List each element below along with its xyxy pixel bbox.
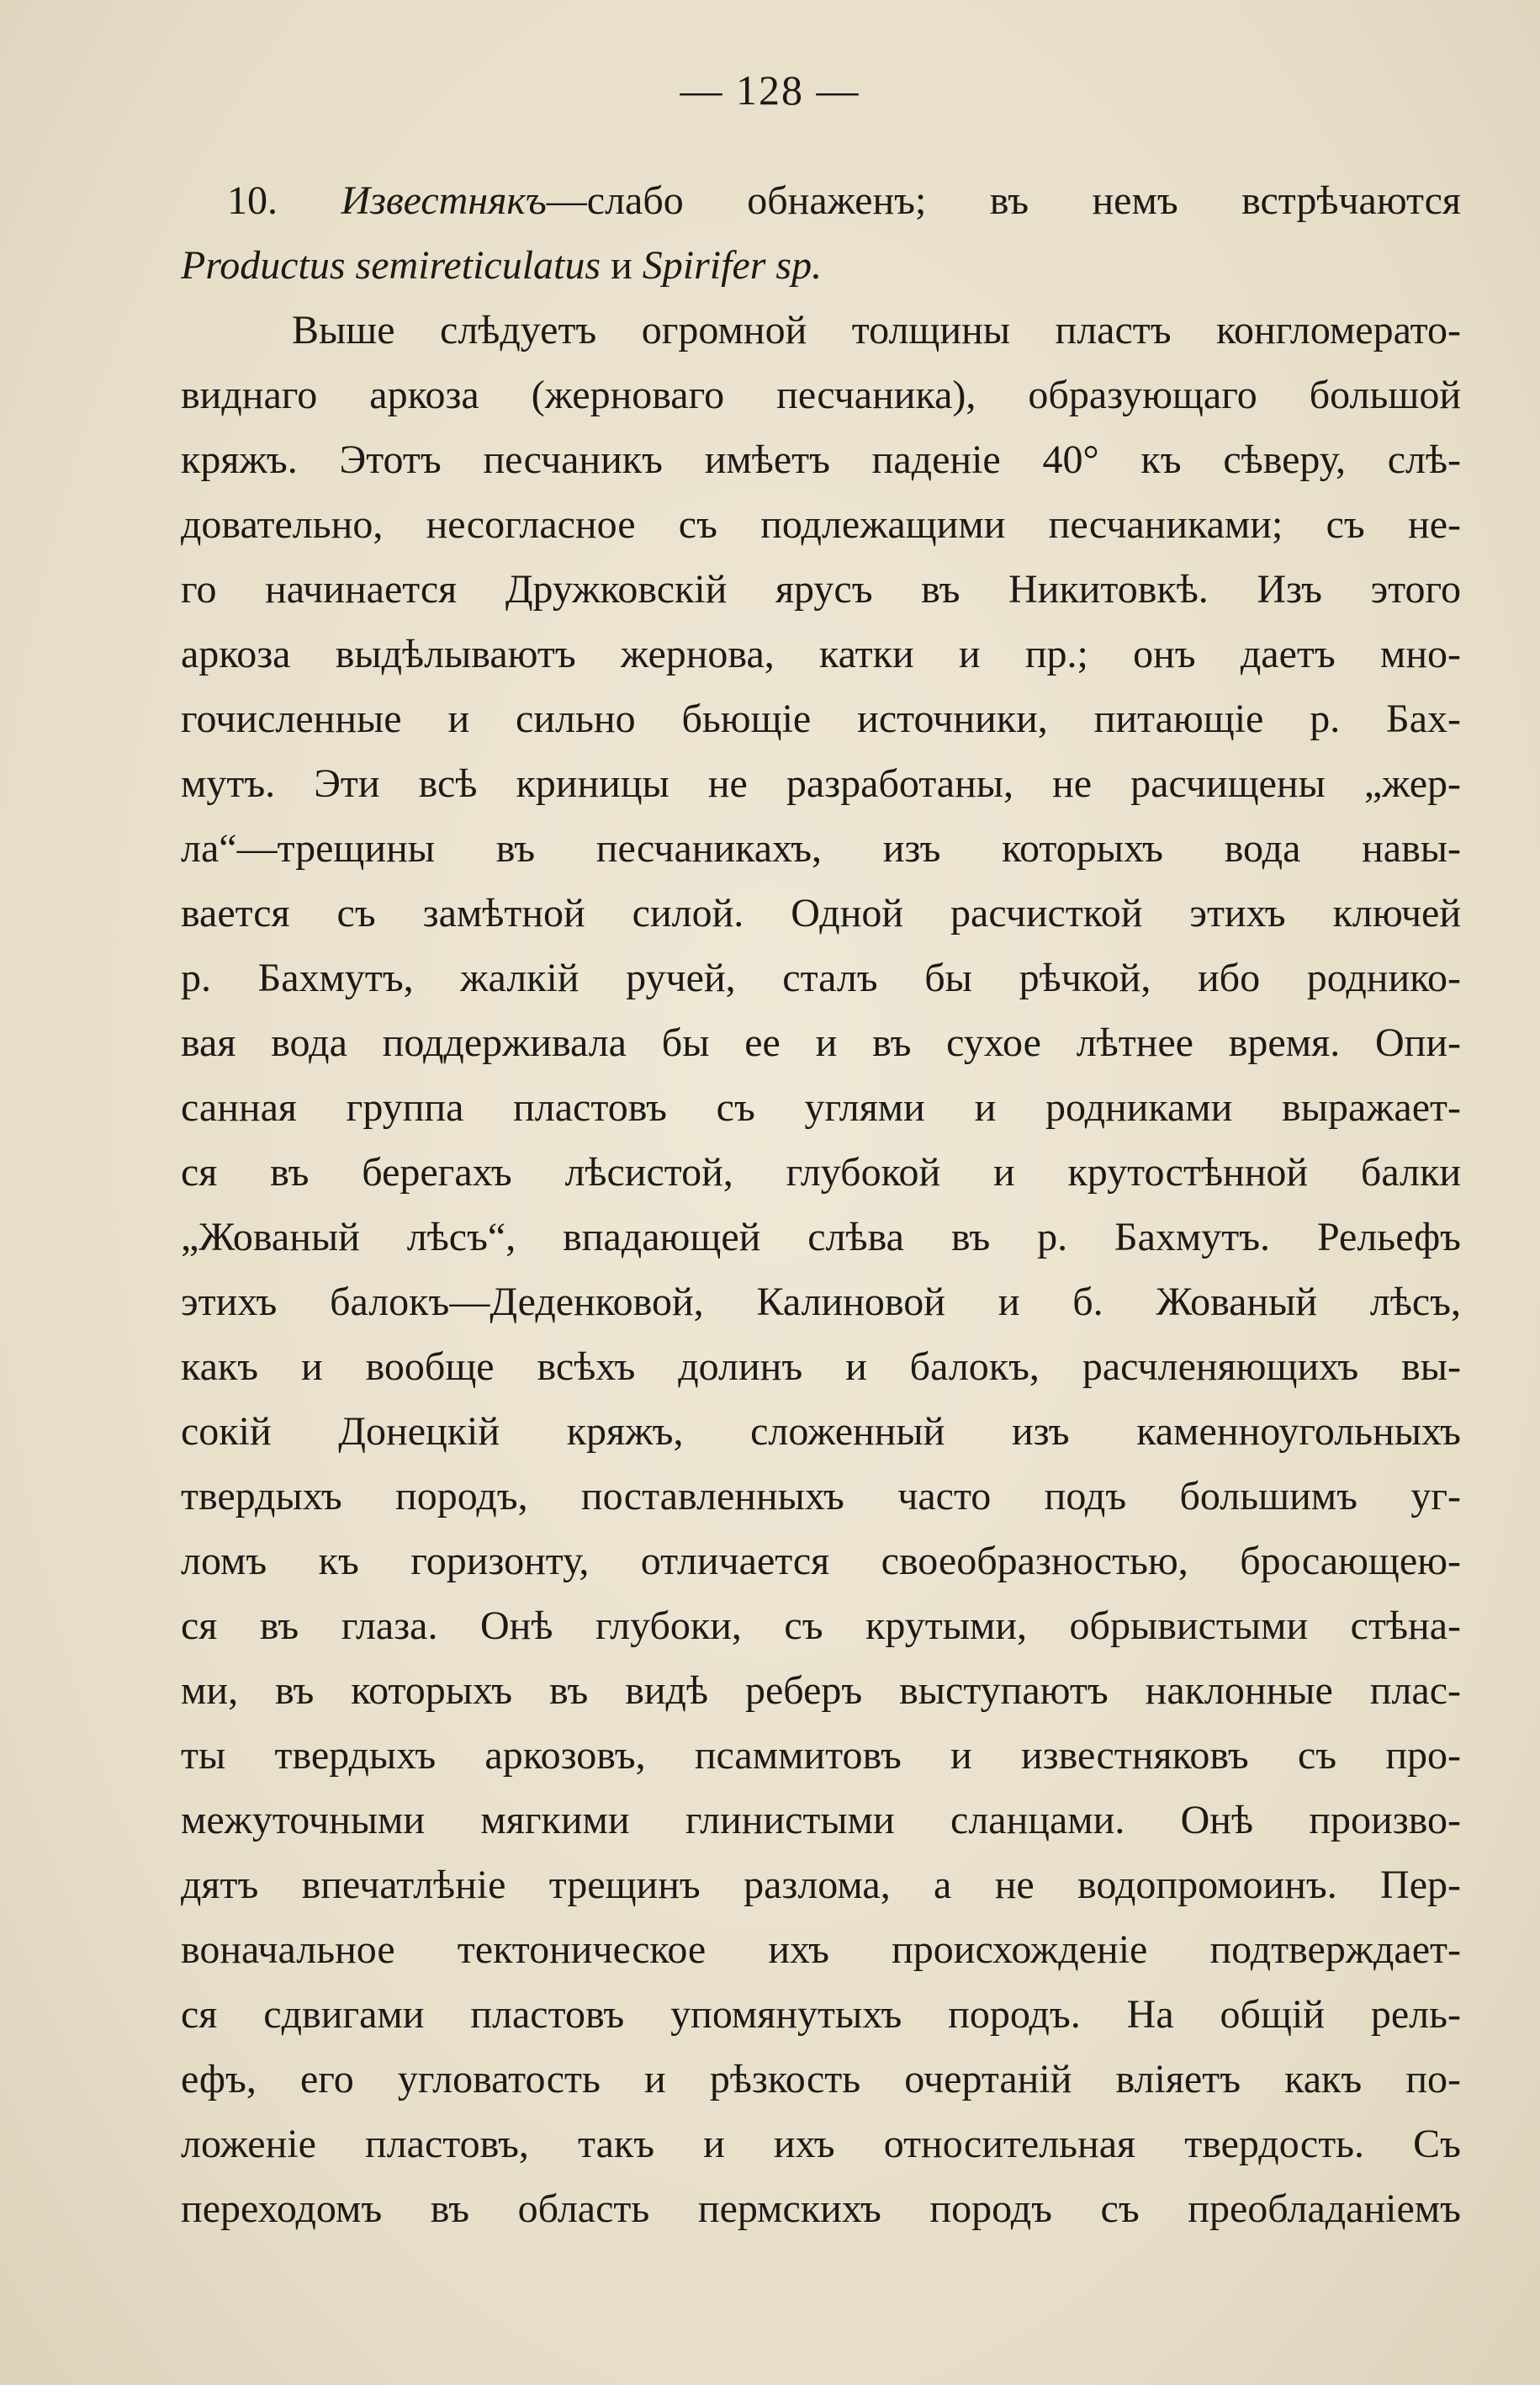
text-line: ся сдвигами пластовъ упомянутыхъ породъ. На общій рель-: [181, 1992, 1461, 2037]
text-line: виднаго аркоза (жерноваго песчаника), образующаго большой: [181, 373, 1461, 417]
text-line: [181, 233, 1461, 298]
text-line: мутъ. Эти всѣ криницы не разработаны, не расчищены „жер-: [181, 761, 1461, 806]
rock-term: Известнякъ: [341, 178, 547, 223]
text-fragment: —слабо обнаженъ; въ немъ встрѣчаются: [546, 178, 1462, 223]
text-line: переходомъ въ область пермскихъ породъ съ преобладаніемъ: [181, 2186, 1461, 2231]
page-number: — 128 —: [680, 66, 860, 114]
text-line: воначальное тектоническое ихъ происхожденіе подтверждает-: [181, 1927, 1461, 1972]
text-line: ты твердыхъ аркозовъ, псаммитовъ и известняковъ съ про-: [181, 1733, 1461, 1778]
text-line: го начинается Дружковскій ярусъ въ Никитовкѣ. Изъ этого: [181, 567, 1461, 612]
item-number: 10.: [227, 178, 341, 223]
text-fragment: и: [601, 243, 643, 288]
text-line: сокій Донецкій кряжъ, сложенный изъ каменноугольныхъ: [181, 1409, 1461, 1454]
text-line: аркоза выдѣлываютъ жернова, катки и пр.; онъ даетъ мно-: [181, 632, 1461, 676]
text-line: вая вода поддерживала бы ее и въ сухое лѣтнее время. Опи-: [181, 1020, 1461, 1065]
text-line: ми, въ которыхъ въ видѣ реберъ выступаютъ наклонные плас-: [181, 1668, 1461, 1713]
text-line: ла“—трещины въ песчаникахъ, изъ которыхъ вода навы-: [181, 826, 1461, 871]
text-line: межуточными мягкими глинистыми сланцами. Онѣ произво-: [181, 1798, 1461, 1842]
text-line: ломъ къ горизонту, отличается своеобразностью, бросающею-: [181, 1539, 1461, 1583]
text-line: ся въ берегахъ лѣсистой, глубокой и крутостѣнной балки: [181, 1150, 1461, 1195]
text-line: р. Бахмутъ, жалкій ручей, сталъ бы рѣчкой, ибо роднико-: [181, 956, 1461, 1000]
page-text: [181, 168, 1461, 2241]
species-name: Spirifer sp.: [642, 243, 823, 288]
text-line: „Жованый лѣсъ“, впадающей слѣва въ р. Бахмутъ. Рельефъ: [181, 1215, 1461, 1259]
text-line: санная группа пластовъ съ углями и родниками выражает-: [181, 1085, 1461, 1130]
species-name: Productus semireticulatus: [181, 243, 601, 288]
text-line: ся въ глаза. Онѣ глубоки, съ крутыми, обрывистыми стѣна-: [181, 1603, 1461, 1648]
text-line: ефъ, его угловатость и рѣзкость очертаній вліяетъ какъ по-: [181, 2057, 1461, 2101]
text-line: твердыхъ породъ, поставленныхъ часто подъ большимъ уг-: [181, 1474, 1461, 1518]
text-line: гочисленные и сильно бьющіе источники, питающіе р. Бах-: [181, 697, 1461, 741]
text-line: вается съ замѣтной силой. Одной расчисткой этихъ ключей: [181, 891, 1461, 935]
text-line: довательно, несогласное съ подлежащими песчаниками; съ не-: [181, 502, 1461, 547]
text-line: Выше слѣдуетъ огромной толщины пластъ конгломерато-: [292, 308, 1461, 352]
text-line: дятъ впечатлѣніе трещинъ разлома, а не водопромоинъ. Пер-: [181, 1863, 1461, 1907]
text-line: какъ и вообще всѣхъ долинъ и балокъ, расчленяющихъ вы-: [181, 1344, 1461, 1389]
text-line: кряжъ. Этотъ песчаникъ имѣетъ паденіе 40° къ сѣверу, слѣ-: [181, 437, 1461, 482]
text-line: ложеніе пластовъ, такъ и ихъ относительная твердость. Съ: [181, 2122, 1461, 2166]
text-line: этихъ балокъ—Деденковой, Калиновой и б. Жованый лѣсъ,: [181, 1280, 1461, 1324]
text-line: [181, 168, 1461, 233]
